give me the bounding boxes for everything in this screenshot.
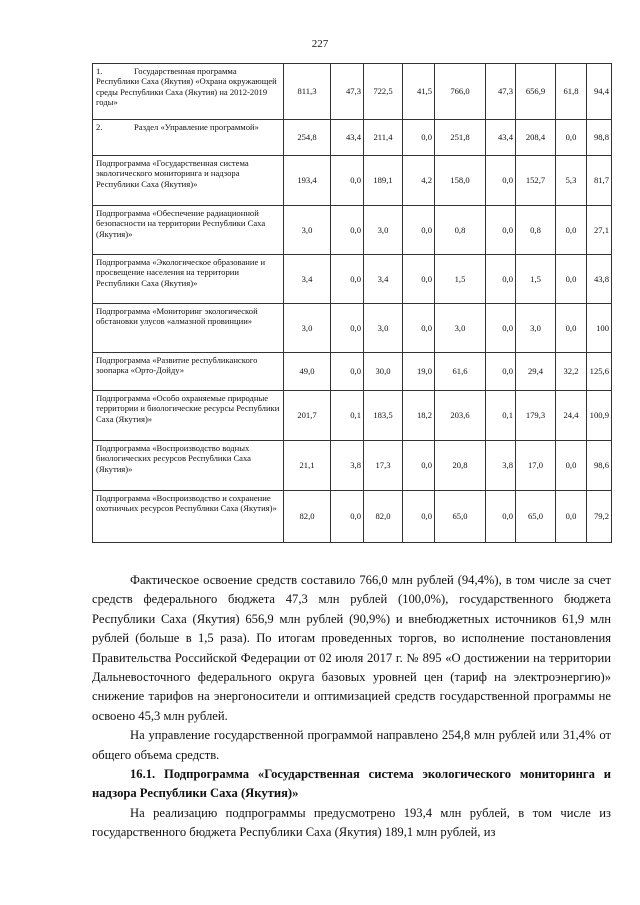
value-cell: 3,0 bbox=[284, 206, 331, 255]
table-row bbox=[93, 441, 612, 491]
body-text bbox=[92, 571, 611, 843]
row-number: 2. bbox=[96, 122, 103, 132]
value-cell: 3,4 bbox=[364, 255, 403, 304]
subprogram-name: Подпрограмма «Воспроизводство и сохранение охотничьих ресурсов Республики Саха (Якутия)» bbox=[93, 491, 284, 543]
value-cell: 1,5 bbox=[516, 255, 556, 304]
value-cell: 98,8 bbox=[587, 120, 612, 156]
value-cell: 203,6 bbox=[435, 391, 486, 441]
table-row bbox=[93, 120, 612, 156]
value-cell: 3,8 bbox=[331, 441, 364, 491]
value-cell: 3,0 bbox=[435, 304, 486, 353]
value-cell: 5,3 bbox=[556, 156, 587, 206]
table-row bbox=[93, 255, 612, 304]
value-cell: 0,0 bbox=[556, 206, 587, 255]
program-name: Раздел «Управление программой» bbox=[134, 122, 259, 132]
value-cell: 27,1 bbox=[587, 206, 612, 255]
value-cell: 3,8 bbox=[486, 441, 516, 491]
value-cell: 0,0 bbox=[403, 255, 435, 304]
value-cell: 3,0 bbox=[284, 304, 331, 353]
program-name-cell bbox=[93, 120, 284, 156]
value-cell: 61,8 bbox=[556, 64, 587, 120]
value-cell: 100 bbox=[587, 304, 612, 353]
value-cell: 98,6 bbox=[587, 441, 612, 491]
value-cell: 43,4 bbox=[331, 120, 364, 156]
value-cell: 0,0 bbox=[331, 255, 364, 304]
table-row bbox=[93, 304, 612, 353]
value-cell: 158,0 bbox=[435, 156, 486, 206]
value-cell: 0,0 bbox=[403, 206, 435, 255]
value-cell: 152,7 bbox=[516, 156, 556, 206]
value-cell: 0,0 bbox=[403, 120, 435, 156]
table-row bbox=[93, 491, 612, 543]
paragraph: На реализацию подпрограммы предусмотрено 193,4 млн рублей, в том числе из государственного бюджета Республики Саха (Якутия) 189,1 млн рублей, из bbox=[92, 805, 611, 840]
value-cell: 0,0 bbox=[403, 491, 435, 543]
value-cell: 0,0 bbox=[556, 304, 587, 353]
value-cell: 100,9 bbox=[587, 391, 612, 441]
row-number: 1. bbox=[96, 66, 103, 76]
value-cell: 0,0 bbox=[331, 353, 364, 391]
program-name-cell bbox=[93, 64, 284, 120]
table-row bbox=[93, 64, 612, 120]
value-cell: 17,0 bbox=[516, 441, 556, 491]
paragraph: На управление государственной программой направлено 254,8 млн рублей или 31,4% от общего объема средств. bbox=[92, 728, 611, 762]
value-cell: 722,5 bbox=[364, 64, 403, 120]
value-cell: 0,0 bbox=[556, 255, 587, 304]
value-cell: 811,3 bbox=[284, 64, 331, 120]
value-cell: 0,0 bbox=[331, 156, 364, 206]
value-cell: 0,0 bbox=[486, 491, 516, 543]
value-cell: 179,3 bbox=[516, 391, 556, 441]
subprogram-name: Подпрограмма «Развитие республиканского зоопарка «Орто-Дойду» bbox=[93, 353, 284, 391]
value-cell: 1,5 bbox=[435, 255, 486, 304]
value-cell: 20,8 bbox=[435, 441, 486, 491]
value-cell: 193,4 bbox=[284, 156, 331, 206]
subprogram-name: Подпрограмма «Воспроизводство водных биологических ресурсов Республики Саха (Якутия)» bbox=[93, 441, 284, 491]
value-cell: 0,0 bbox=[486, 353, 516, 391]
value-cell: 29,4 bbox=[516, 353, 556, 391]
value-cell: 0,0 bbox=[403, 304, 435, 353]
value-cell: 0,0 bbox=[486, 304, 516, 353]
value-cell: 254,8 bbox=[284, 120, 331, 156]
value-cell: 0,8 bbox=[516, 206, 556, 255]
value-cell: 32,2 bbox=[556, 353, 587, 391]
value-cell: 47,3 bbox=[486, 64, 516, 120]
value-cell: 125,6 bbox=[587, 353, 612, 391]
value-cell: 656,9 bbox=[516, 64, 556, 120]
value-cell: 17,3 bbox=[364, 441, 403, 491]
subprogram-name: Подпрограмма «Обеспечение радиационной безопасности на территории Республики Саха (Якутия)» bbox=[93, 206, 284, 255]
value-cell: 3,4 bbox=[284, 255, 331, 304]
value-cell: 0,0 bbox=[486, 156, 516, 206]
value-cell: 3,0 bbox=[364, 304, 403, 353]
section-heading: 16.1. Подпрограмма «Государственная система экологического мониторинга и надзора Республики Саха (Якутия)» bbox=[92, 767, 611, 801]
value-cell: 183,5 bbox=[364, 391, 403, 441]
value-cell: 61,6 bbox=[435, 353, 486, 391]
value-cell: 4,2 bbox=[403, 156, 435, 206]
value-cell: 43,4 bbox=[486, 120, 516, 156]
value-cell: 0,0 bbox=[556, 491, 587, 543]
value-cell: 0,0 bbox=[486, 255, 516, 304]
value-cell: 0,1 bbox=[331, 391, 364, 441]
value-cell: 82,0 bbox=[364, 491, 403, 543]
value-cell: 208,4 bbox=[516, 120, 556, 156]
value-cell: 0,0 bbox=[331, 304, 364, 353]
paragraph: Фактическое освоение средств составило 766,0 млн рублей (94,4%), в том числе за счет средств федерального бюджета 47,3 млн рублей (100,0%), государственного бюджета Республики Саха (Якутия) 656,9 млн рублей (90,9%) и внебюджетных источников 61,9 млн рублей (больше в 1,5 раза). По итогам проведенных торгов, во исполнение постановления Правительства Российской Федерации от 02 июля 2017 г. № 895 «О достижении на территории Дальневосточного федерального округа базовых уровней цен (тариф на электроэнергию)» снижение тарифов на энергоносители и оптимизацией средств государственной программы не освоено 45,3 млн рублей. bbox=[92, 573, 611, 723]
value-cell: 3,0 bbox=[364, 206, 403, 255]
value-cell: 3,0 bbox=[516, 304, 556, 353]
value-cell: 0,1 bbox=[486, 391, 516, 441]
page-number: 227 bbox=[311, 38, 329, 50]
value-cell: 18,2 bbox=[403, 391, 435, 441]
value-cell: 189,1 bbox=[364, 156, 403, 206]
table-row bbox=[93, 156, 612, 206]
value-cell: 65,0 bbox=[435, 491, 486, 543]
table-row bbox=[93, 391, 612, 441]
value-cell: 0,0 bbox=[403, 441, 435, 491]
value-cell: 0,0 bbox=[486, 206, 516, 255]
value-cell: 47,3 bbox=[331, 64, 364, 120]
subprogram-name: Подпрограмма «Особо охраняемые природные территории и биологические ресурсы Республики Саха (Якутия)» bbox=[93, 391, 284, 441]
value-cell: 0,0 bbox=[556, 441, 587, 491]
value-cell: 30,0 bbox=[364, 353, 403, 391]
program-name: Государственная программа Республики Саха (Якутия) «Охрана окружающей среды Республики Саха (Якутия) на 2012-2019 годы» bbox=[96, 66, 277, 108]
value-cell: 43,8 bbox=[587, 255, 612, 304]
value-cell: 201,7 bbox=[284, 391, 331, 441]
value-cell: 0,8 bbox=[435, 206, 486, 255]
value-cell: 65,0 bbox=[516, 491, 556, 543]
value-cell: 19,0 bbox=[403, 353, 435, 391]
table-row bbox=[93, 353, 612, 391]
value-cell: 251,8 bbox=[435, 120, 486, 156]
subprogram-name: Подпрограмма «Государственная система экологического мониторинга и надзора Республики Саха (Якутия)» bbox=[93, 156, 284, 206]
value-cell: 211,4 bbox=[364, 120, 403, 156]
value-cell: 0,0 bbox=[331, 491, 364, 543]
value-cell: 0,0 bbox=[556, 120, 587, 156]
value-cell: 82,0 bbox=[284, 491, 331, 543]
value-cell: 79,2 bbox=[587, 491, 612, 543]
value-cell: 766,0 bbox=[435, 64, 486, 120]
value-cell: 0,0 bbox=[331, 206, 364, 255]
budget-table bbox=[92, 63, 612, 543]
subprogram-name: Подпрограмма «Экологическое образование и просвещение населения на территории Республики Саха (Якутия)» bbox=[93, 255, 284, 304]
value-cell: 41,5 bbox=[403, 64, 435, 120]
subprogram-name: Подпрограмма «Мониторинг экологической обстановки улусов «алмазной провинции» bbox=[93, 304, 284, 353]
table-row bbox=[93, 206, 612, 255]
value-cell: 49,0 bbox=[284, 353, 331, 391]
value-cell: 24,4 bbox=[556, 391, 587, 441]
value-cell: 81,7 bbox=[587, 156, 612, 206]
value-cell: 21,1 bbox=[284, 441, 331, 491]
value-cell: 94,4 bbox=[587, 64, 612, 120]
